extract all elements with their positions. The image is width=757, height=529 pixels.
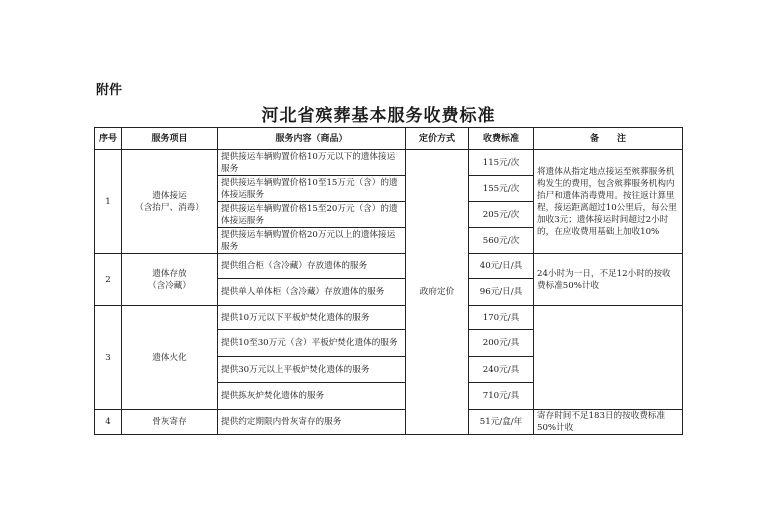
group-number: 3: [95, 306, 122, 410]
fee-value: 155元/次: [469, 176, 534, 202]
table-row: [95, 306, 683, 330]
service-content: 提供接运车辆购置价格20万元以上的遗体接运服务: [218, 228, 406, 254]
fee-value: 115元/次: [469, 150, 534, 176]
document-title: 河北省殡葬基本服务收费标准: [261, 106, 496, 126]
table-row: [95, 254, 683, 279]
header-service-content: 服务内容（商品）: [218, 128, 406, 150]
service-item: 骨灰寄存: [122, 410, 218, 435]
fee-value: 40元/日/具: [469, 254, 534, 279]
service-content: 提供组合柜（含冷藏）存放遗体的服务: [218, 254, 406, 279]
service-content: 提供接运车辆购置价格15至20万元（含）的遗体接运服务: [218, 202, 406, 228]
note-text: 24小时为一日，不足12小时的按收费标准50%计收: [534, 254, 683, 306]
table-header-row: [95, 128, 683, 150]
service-item: 遗体火化: [122, 306, 218, 410]
fee-value: 240元/具: [469, 357, 534, 383]
header-service-item: 服务项目: [122, 128, 218, 150]
table-row: [95, 410, 683, 435]
service-content: 提供接运车辆购置价格10至15万元（含）的遗体接运服务: [218, 176, 406, 202]
pricing-method: 政府定价: [406, 150, 469, 435]
header-note: 备 注: [534, 128, 683, 150]
note-text: [534, 306, 683, 410]
group-number: 2: [95, 254, 122, 306]
service-content: 提供接运车辆购置价格10万元以下的遗体接运服务: [218, 150, 406, 176]
table-row: [95, 150, 683, 176]
fee-value: 51元/盒/年: [469, 410, 534, 435]
fee-value: 205元/次: [469, 202, 534, 228]
fee-value: 560元/次: [469, 228, 534, 254]
service-content: 提供拣灰炉焚化遗体的服务: [218, 383, 406, 410]
service-content: 提供单人单体柜（含冷藏）存放遗体的服务: [218, 279, 406, 306]
service-content: 提供10万元以下平板炉焚化遗体的服务: [218, 306, 406, 330]
fee-value: 710元/具: [469, 383, 534, 410]
fee-value: 170元/具: [469, 306, 534, 330]
service-content: 提供30万元以上平板炉焚化遗体的服务: [218, 357, 406, 383]
attachment-label: 附件: [96, 83, 123, 98]
service-item: 遗体存放 （含冷藏）: [122, 254, 218, 306]
fee-value: 96元/日/具: [469, 279, 534, 306]
note-text: 将遗体从指定地点接运至殡葬服务机构发生的费用，包含殡葬服务机构内抬尸和遗体消毒费用。按往返计算里程，接运距离超过10公里后，每公里加收3元；遗体接运时间超过2小时的，在应收费用基础上加收10%: [534, 150, 683, 254]
header-no: 序号: [95, 128, 122, 150]
fee-value: 200元/具: [469, 330, 534, 357]
service-item: 遗体接运 （含抬尸、消毒）: [122, 150, 218, 254]
group-number: 1: [95, 150, 122, 254]
note-text: 寄存时间不足183日的按收费标准50%计收: [534, 410, 683, 435]
header-pricing-method: 定价方式: [406, 128, 469, 150]
service-content: 提供10至30万元（含）平板炉焚化遗体的服务: [218, 330, 406, 357]
service-content: 提供约定期限内骨灰寄存的服务: [218, 410, 406, 435]
group-number: 4: [95, 410, 122, 435]
header-fee-standard: 收费标准: [469, 128, 534, 150]
fee-standard-table: [94, 127, 683, 435]
